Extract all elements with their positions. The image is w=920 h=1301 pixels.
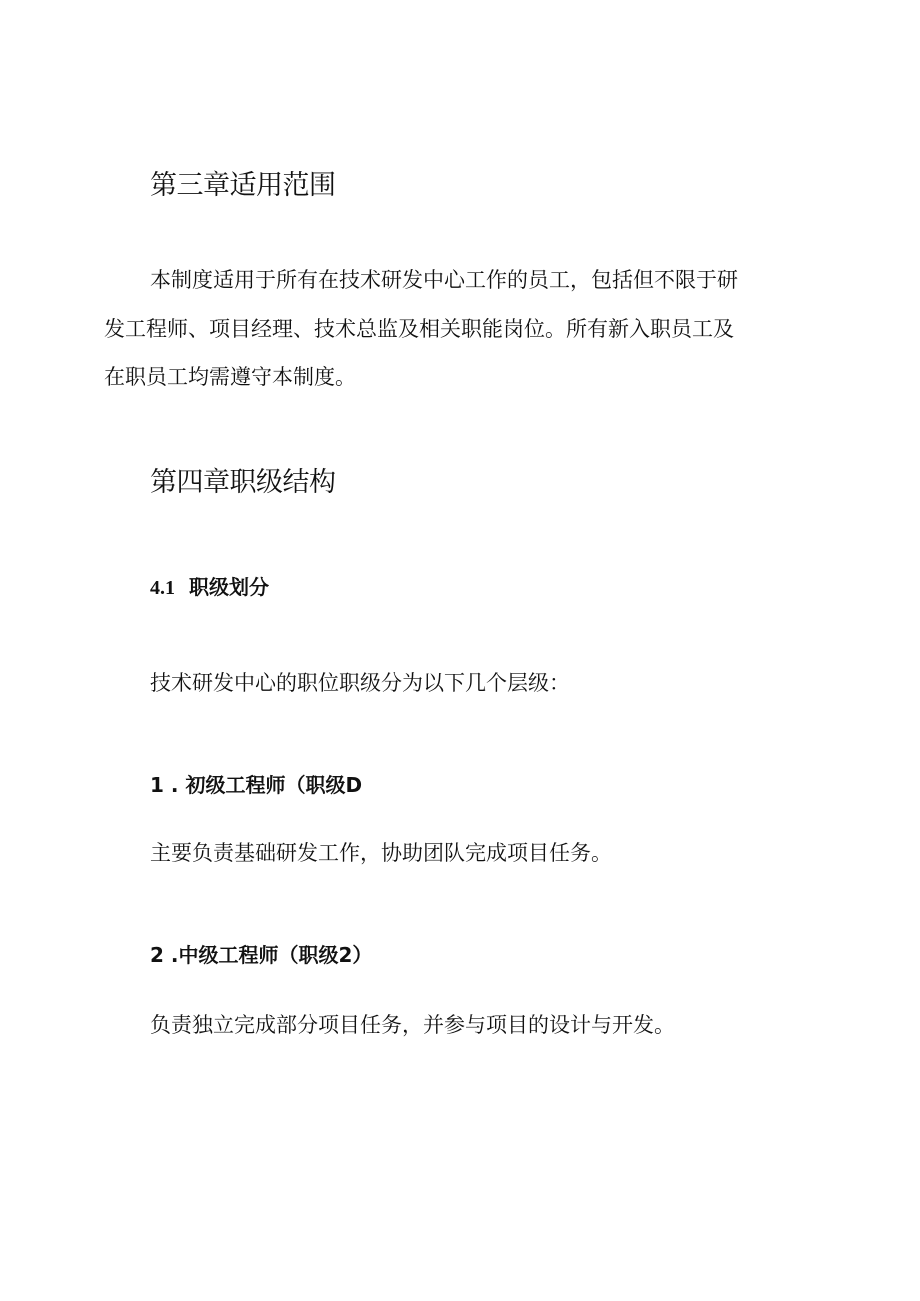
- level-2-description: 负责独立完成部分项目任务，并参与项目的设计与开发。: [150, 1013, 675, 1037]
- level-1-heading: 1 . 初级工程师（职级D: [150, 773, 363, 797]
- level-1-description: 主要负责基础研发工作，协助团队完成项目任务。: [150, 841, 612, 865]
- section-title: 职级划分: [189, 575, 269, 599]
- section-4-1-heading: [150, 573, 269, 602]
- chapter-3-title: 第三章适用范围: [150, 170, 336, 201]
- chapter-3-body-line-3: 在职员工均需遵守本制度。: [104, 365, 356, 389]
- levels-intro: 技术研发中心的职位职级分为以下几个层级：: [150, 671, 570, 695]
- chapter-3-body-line-1: 本制度适用于所有在技术研发中心工作的员工，包括但不限于研: [150, 268, 738, 292]
- chapter-4-title: 第四章职级结构: [150, 467, 336, 498]
- chapter-3-body-line-2: 发工程师、项目经理、技术总监及相关职能岗位。所有新入职员工及: [104, 317, 734, 341]
- level-2-heading: 2 .中级工程师（职级2）: [150, 943, 373, 967]
- section-number: 4.1: [150, 577, 175, 599]
